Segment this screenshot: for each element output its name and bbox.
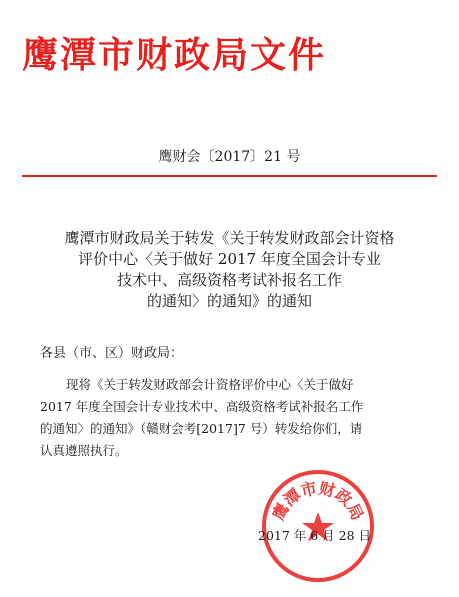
- salutation: 各县（市、区）财政局：: [40, 346, 184, 361]
- body-line: 2017 年度全国会计专业技术中、高级资格考试补报名工作: [40, 399, 364, 414]
- document-title: [0, 228, 459, 312]
- title-line: 鹰潭市财政局关于转发《关于转发财政部会计资格: [64, 229, 395, 247]
- body-line: 的通知〉的通知》（赣财会考[2017]7 号）转发给你们，请: [40, 421, 363, 436]
- title-line: 的通知〉的通知》的通知: [146, 292, 312, 310]
- document-header-title: 鹰潭市财政局文件: [22, 34, 327, 76]
- body-line: 认真遵照执行。: [40, 443, 128, 458]
- title-line: 评价中心〈关于做好 2017 年度全国会计专业: [78, 250, 381, 268]
- document-number: 鹰财会〔2017〕21 号: [158, 149, 301, 165]
- svg-text:鹰潭市财政局: 鹰潭市财政局: [268, 478, 368, 524]
- title-line: 技术中、高级资格考试补报名工作: [116, 271, 342, 289]
- body-paragraph: [40, 374, 420, 462]
- document-date: 2017 年 6 月 28 日: [258, 528, 372, 543]
- official-seal-stamp: [260, 468, 376, 584]
- header-red-rule: [22, 175, 437, 177]
- body-line: 现将《关于转发财政部会计资格评价中心〈关于做好: [66, 377, 354, 392]
